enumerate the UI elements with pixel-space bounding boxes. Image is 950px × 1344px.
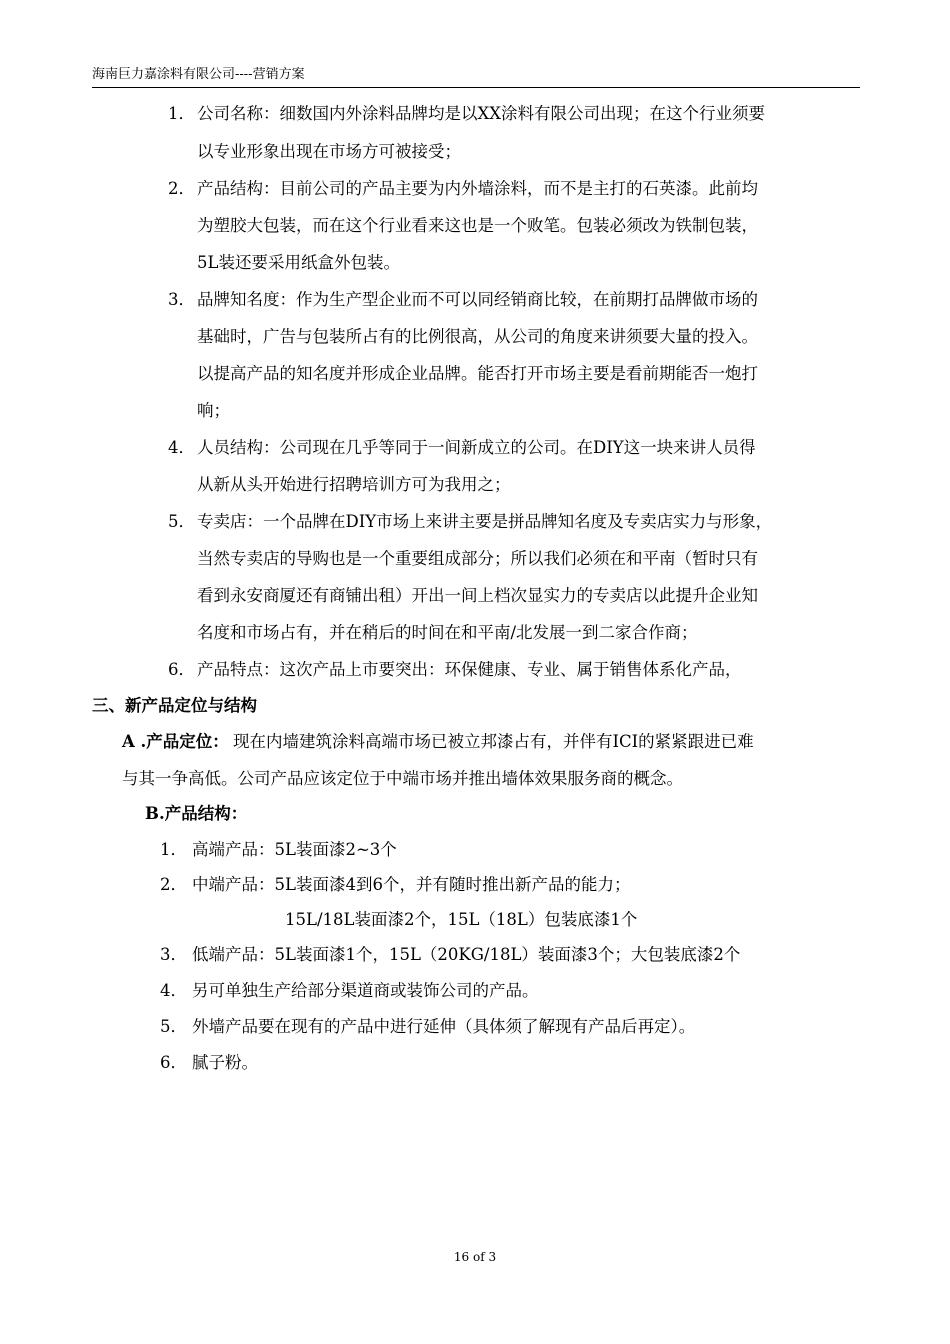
positioning-text: 现在内墙建筑涂料高端市场已被立邦漆占有，并伴有ICI的紧紧跟进已难 [233,732,754,751]
list-item-line: 以专业形象出现在市场方可被接受； [197,142,461,161]
section-heading: 三、新产品定位与结构 [92,696,257,715]
list-number: 4． [168,438,195,457]
list-item-line: 从新从头开始进行招聘培训方可为我用之； [197,475,511,494]
list-number: 5． [160,1017,187,1036]
list-number: 4． [160,981,187,1000]
list-number: 6． [168,660,195,679]
list-item-line: 专卖店：一个品牌在DIY市场上来讲主要是拼品牌知名度及专卖店实力与形象， [197,512,773,531]
list-item-line: 产品特点：这次产品上市要突出：环保健康、专业、属于销售体系化产品， [197,660,742,679]
list-item: 低端产品：5L装面漆1个，15L（20KG/18L）装面漆3个；大包装底漆2个 [192,945,741,964]
page-number: 16 of 3 [453,1250,497,1264]
list-number: 2． [160,875,187,894]
list-number: 3． [168,290,195,309]
list-item-line: 产品结构：目前公司的产品主要为内外墙涂料，而不是主打的石英漆。此前均 [197,179,758,198]
list-item-line: 公司名称：细数国内外涂料品牌均是以XX涂料有限公司出现；在这个行业须要 [197,104,765,123]
list-number: 2． [168,179,195,198]
list-number: 1． [160,840,187,859]
positioning-text: 与其一争高低。公司产品应该定位于中端市场并推出墙体效果服务商的概念。 [122,769,683,788]
list-number: 3． [160,945,187,964]
list-item-line: 基础时，广告与包装所占有的比例很高，从公司的角度来讲须要大量的投入。 [197,327,758,346]
list-number: 6． [160,1053,187,1072]
list-item: 中端产品：5L装面漆4到6个，并有随时推出新产品的能力； [192,875,631,894]
list-item-line: 以提高产品的知名度并形成企业品牌。能否打开市场主要是看前期能否一炮打 [197,364,758,383]
list-item: 外墙产品要在现有的产品中进行延伸（具体须了解现有产品后再定）。 [192,1017,696,1036]
list-item: 15L/18L装面漆2个，15L（18L）包装底漆1个 [285,910,638,929]
list-number: 5． [168,512,195,531]
header-divider [92,87,860,88]
list-item: 另可单独生产给部分渠道商或装饰公司的产品。 [192,981,539,1000]
list-item: 高端产品：5L装面漆2~3个 [192,840,397,859]
list-item-line: 品牌知名度：作为生产型企业而不可以同经销商比较，在前期打品牌做市场的 [197,290,758,309]
structure-label: B.产品结构： [145,804,248,823]
list-item-line: 5L装还要采用纸盒外包装。 [197,253,400,272]
page-header: 海南巨力嘉涂料有限公司----营销方案 [92,67,305,82]
positioning-label: A .产品定位： [122,732,229,751]
list-item-line: 看到永安商厦还有商铺出租）开出一间上档次显实力的专卖店以此提升企业知 [197,586,758,605]
list-item-line: 为塑胶大包装，而在这个行业看来这也是一个败笔。包装必须改为铁制包装， [197,216,758,235]
list-item-line: 名度和市场占有，并在稍后的时间在和平南/北发展一到二家合作商； [197,623,698,642]
list-item-line: 当然专卖店的导购也是一个重要组成部分；所以我们必须在和平南（暂时只有 [197,549,758,568]
list-item-line: 响； [197,401,230,420]
list-item: 腻子粉。 [192,1053,258,1072]
list-number: 1． [168,104,195,123]
list-item-line: 人员结构：公司现在几乎等同于一间新成立的公司。在DIY这一块来讲人员得 [197,438,756,457]
